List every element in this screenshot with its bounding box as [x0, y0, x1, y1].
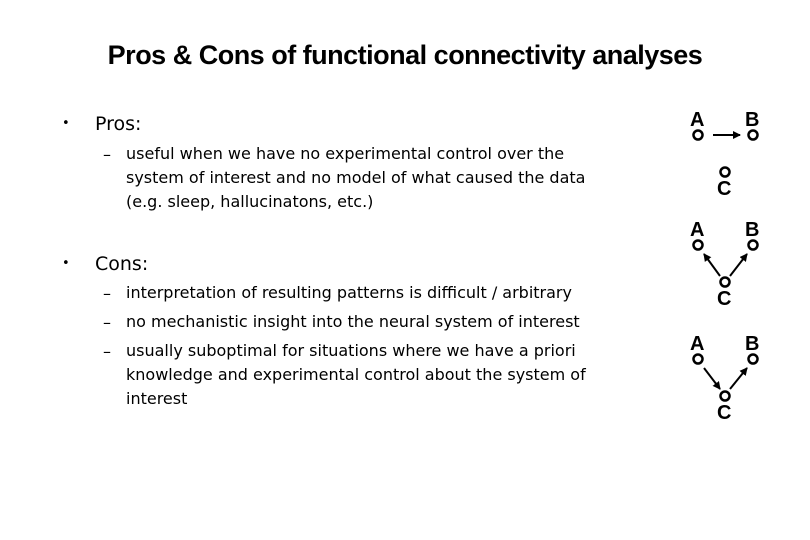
diagram-a-to-b [690, 109, 759, 200]
node-b [749, 241, 758, 250]
pros-item: useful when we have no experimental control over the system of interest and no model of what caused the data (e.g. sleep, hallucinatons, etc.) [126, 144, 586, 211]
connectivity-diagrams [670, 100, 780, 430]
node-a-label: A [690, 109, 705, 131]
node-c-label: C [717, 178, 732, 200]
pros-label: Pros: [95, 113, 142, 135]
cons-dash: – [103, 342, 111, 361]
cons-item: interpretation of resulting patterns is difficult / arbitrary [126, 283, 572, 302]
node-c [721, 392, 730, 401]
node-b-label: B [745, 109, 760, 131]
node-a-label: A [690, 333, 705, 355]
pros-bullet: • [62, 116, 70, 131]
edge-c-a [704, 254, 720, 276]
node-c [721, 168, 730, 177]
cons-item: no mechanistic insight into the neural system of interest [126, 312, 580, 331]
node-a-label: A [690, 219, 705, 241]
cons-label: Cons: [95, 253, 149, 275]
node-a [694, 131, 703, 140]
node-b [749, 355, 758, 364]
diagram-c-to-a-and-b [690, 219, 759, 310]
node-c-label: C [717, 288, 732, 310]
edge-c-b [730, 368, 747, 389]
cons-dash: – [103, 284, 111, 303]
cons-item: usually suboptimal for situations where we have a priori knowledge and experimental control about the system of interest [126, 341, 586, 408]
edge-c-b [730, 254, 747, 276]
node-b-label: B [745, 219, 760, 241]
diagram-a-to-c-to-b [690, 333, 759, 424]
cons-bullet: • [62, 256, 70, 271]
node-a [694, 355, 703, 364]
node-c-label: C [717, 402, 732, 424]
pros-dash: – [103, 145, 111, 164]
node-c [721, 278, 730, 287]
node-b-label: B [745, 333, 760, 355]
slide-title: Pros & Cons of functional connectivity analyses [107, 40, 703, 70]
node-b [749, 131, 758, 140]
edge-a-c [704, 368, 720, 389]
cons-dash: – [103, 313, 111, 332]
node-a [694, 241, 703, 250]
